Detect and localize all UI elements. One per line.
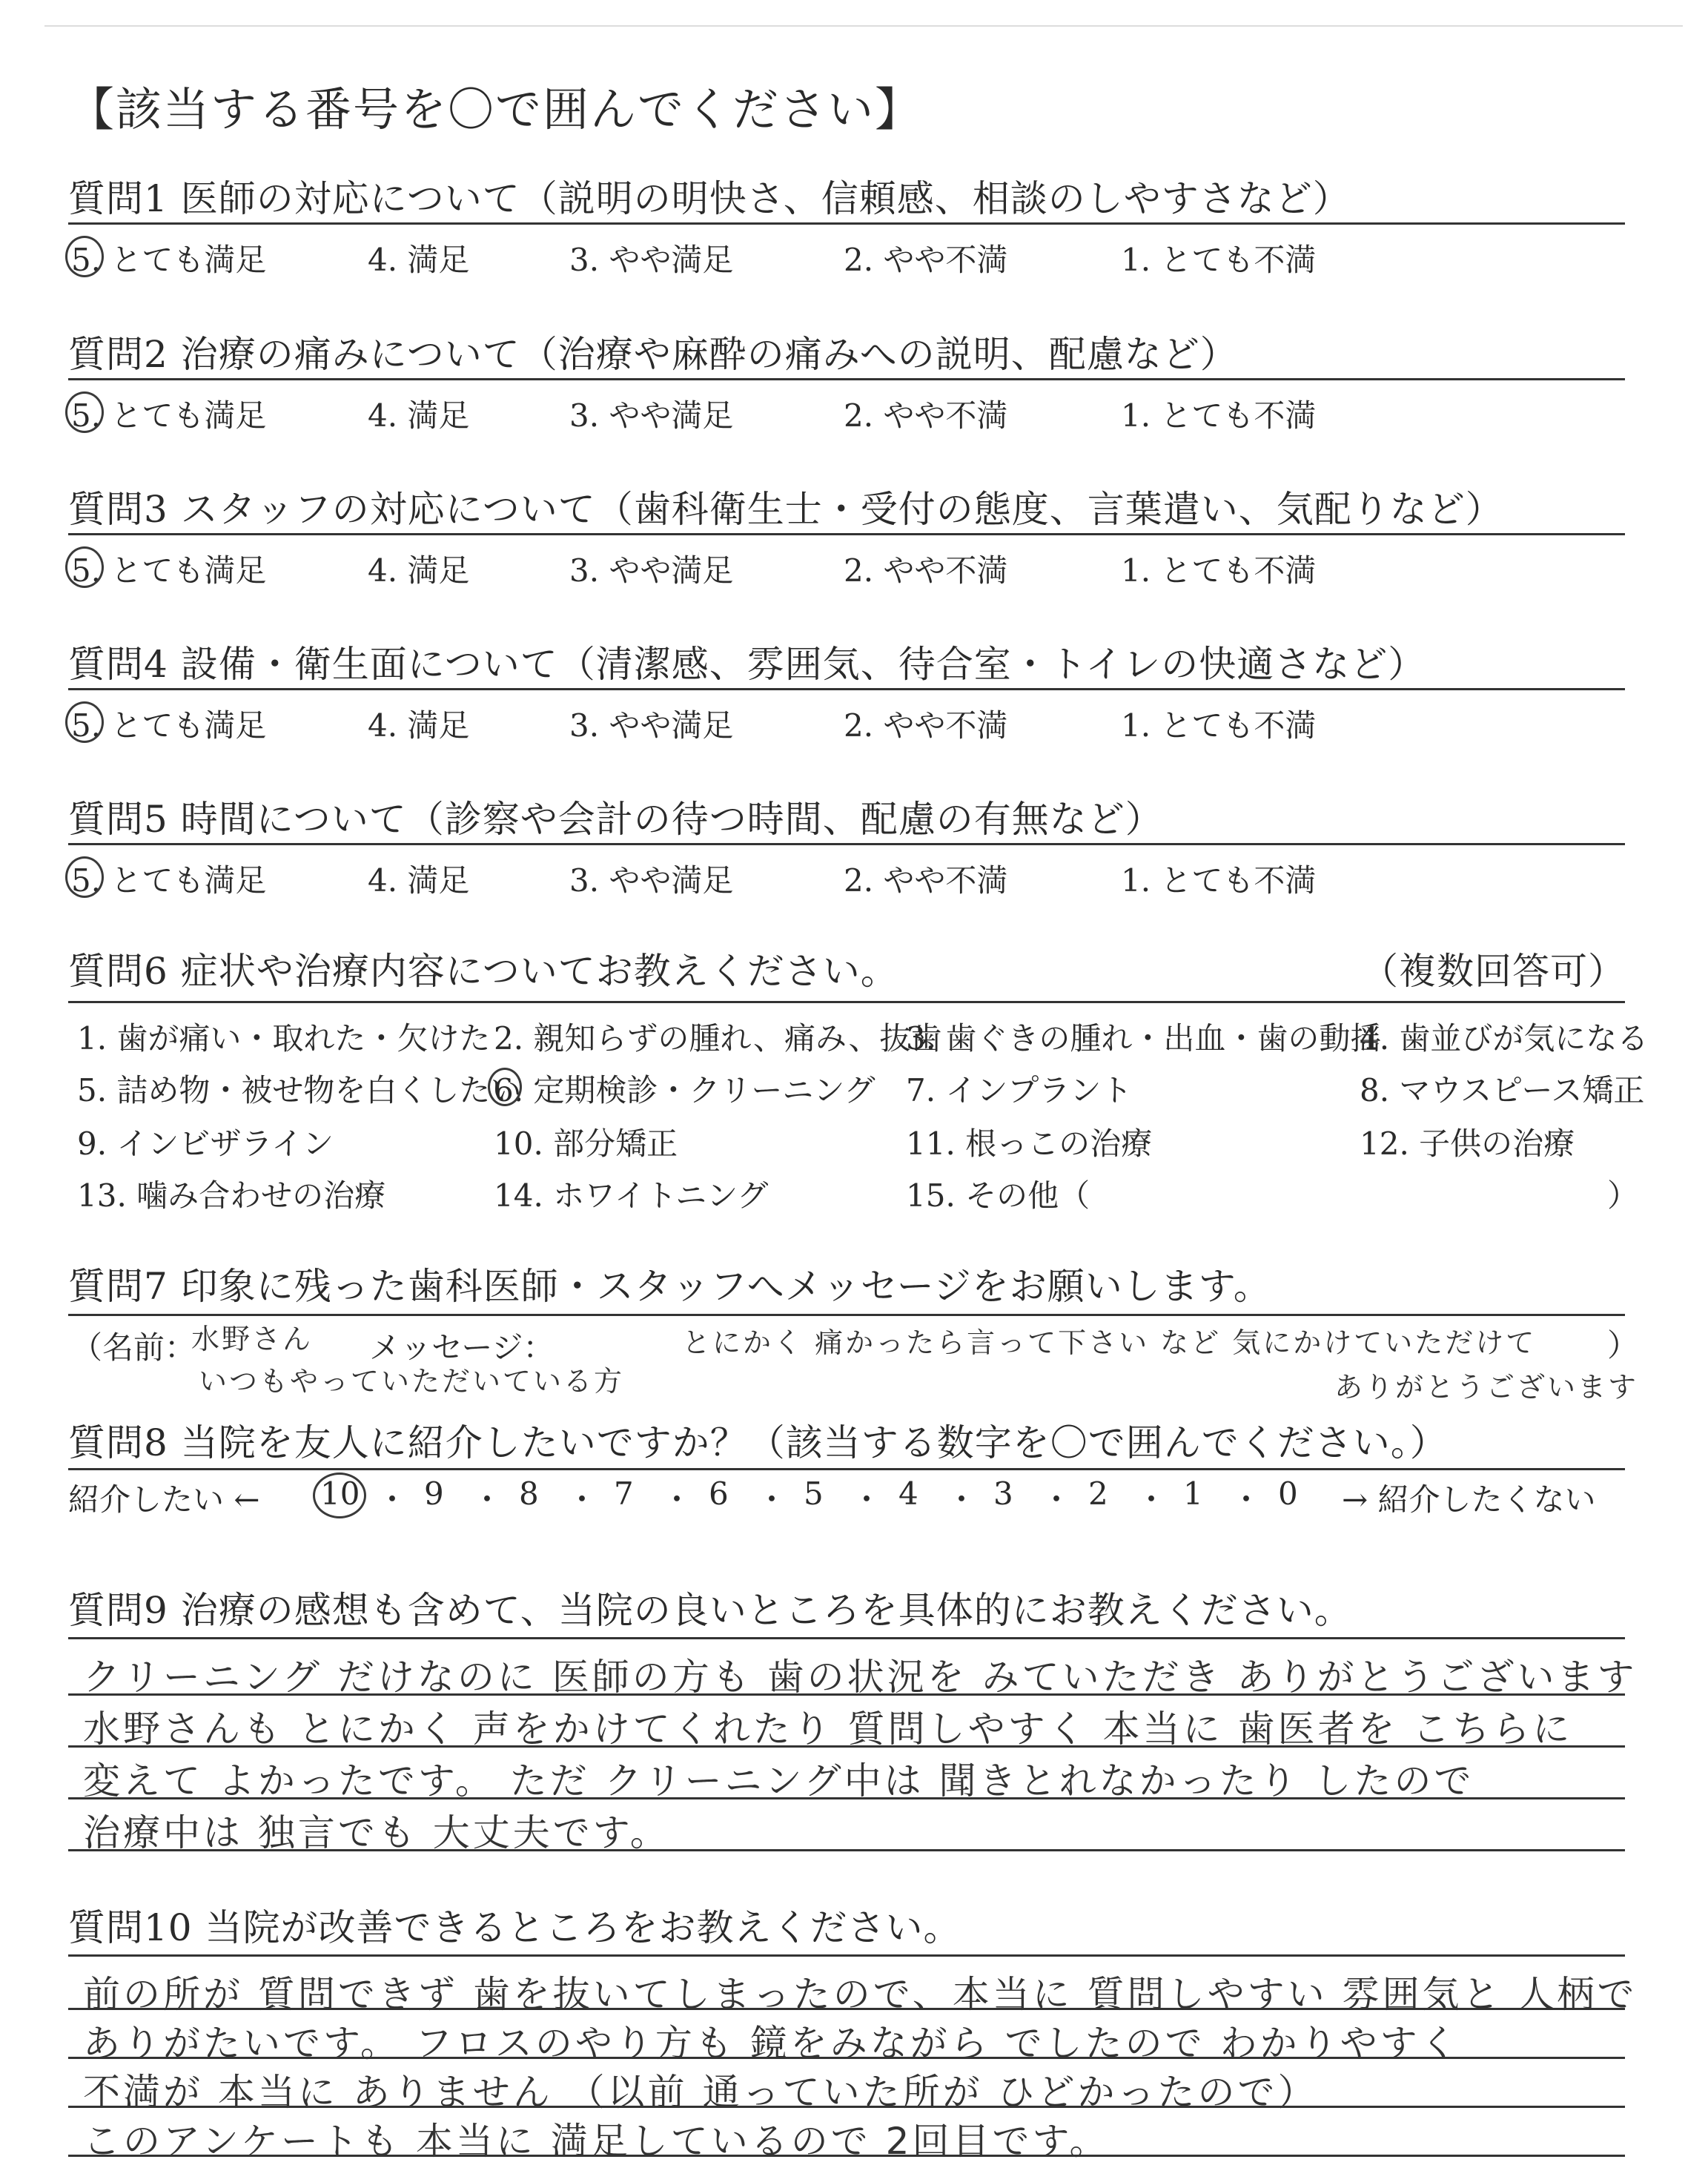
q3-option[interactable]: 3. やや満足 xyxy=(569,552,734,589)
q6-option[interactable]: 15. その他（ xyxy=(906,1177,1090,1214)
q2-option[interactable]: 4. 満足 xyxy=(368,397,470,434)
q4-rule xyxy=(68,688,1625,690)
q5-option[interactable]: 1. とても不満 xyxy=(1121,862,1317,899)
q6-multiple-note: （複数回答可） xyxy=(1361,950,1626,993)
q3-option[interactable]: 5. とても満足 xyxy=(71,552,267,589)
q2-option[interactable]: 2. やや不満 xyxy=(844,397,1008,434)
q1-selected-circle xyxy=(65,236,104,277)
q9-answer-line: 治療中は 独言でも 大丈夫です。 xyxy=(83,1811,670,1854)
q9-writing-rule xyxy=(68,1849,1625,1851)
q1-option[interactable]: 1. とても不満 xyxy=(1121,242,1317,278)
q6-option[interactable]: 6. 定期検診・クリーニング xyxy=(494,1072,875,1108)
q9-writing-rule xyxy=(68,1693,1625,1696)
q8-separator: ・ xyxy=(471,1481,503,1518)
q8-scale-value[interactable]: 6 xyxy=(709,1475,729,1512)
q8-scale-value[interactable]: 8 xyxy=(519,1475,539,1512)
q10-answer-line: このアンケートも 本当に 満足しているので 2回目です。 xyxy=(83,2120,1110,2163)
scan-top-edge xyxy=(44,25,1683,27)
q6-option[interactable]: 7. インプラント xyxy=(906,1072,1133,1108)
q6-option[interactable]: 8. マウスピース矯正 xyxy=(1360,1072,1645,1108)
q6-option[interactable]: 13. 噛み合わせの治療 xyxy=(77,1177,386,1214)
q3-selected-circle xyxy=(65,546,104,588)
q10-writing-rule xyxy=(68,2008,1625,2010)
q4-option[interactable]: 3. やや満足 xyxy=(569,707,734,744)
q2-option[interactable]: 3. やや満足 xyxy=(569,397,734,434)
q9-answer-line: クリーニング だけなのに 医師の方も 歯の状況を みていただき ありがとうございます xyxy=(83,1656,1638,1699)
q8-scale-value[interactable]: 2 xyxy=(1088,1475,1108,1512)
q8-separator: ・ xyxy=(851,1481,883,1518)
q9-answer-line: 水野さんも とにかく 声をかけてくれたり 質問しやすく 本当に 歯医者を こちらに xyxy=(83,1708,1573,1751)
q6-heading: 質問6 症状や治療内容についてお教えください。 xyxy=(68,950,898,993)
q7-name-label: （名前： xyxy=(71,1329,196,1366)
q2-selected-circle xyxy=(65,391,104,433)
q4-option[interactable]: 2. やや不満 xyxy=(844,707,1008,744)
q6-option[interactable]: 12. 子供の治療 xyxy=(1360,1126,1575,1162)
q7-close-paren: ） xyxy=(1607,1327,1639,1364)
q8-separator: ・ xyxy=(946,1481,978,1518)
q8-separator: ・ xyxy=(1136,1481,1168,1518)
q8-left-label: 紹介したい ← xyxy=(68,1481,260,1518)
q6-selected-circle xyxy=(488,1068,522,1106)
q6-option[interactable]: 3. 歯ぐきの腫れ・出血・歯の動揺 xyxy=(906,1020,1382,1057)
q6-option[interactable]: 11. 根っこの治療 xyxy=(906,1126,1153,1162)
q3-rule xyxy=(68,533,1625,535)
q2-rule xyxy=(68,378,1625,380)
q3-option[interactable]: 1. とても不満 xyxy=(1121,552,1317,589)
q8-scale-value[interactable]: 10 xyxy=(320,1475,360,1512)
q4-option[interactable]: 5. とても満足 xyxy=(71,707,267,744)
q8-separator: ・ xyxy=(377,1481,408,1518)
q5-option[interactable]: 4. 満足 xyxy=(368,862,470,899)
q1-rule xyxy=(68,222,1625,225)
q4-option[interactable]: 4. 満足 xyxy=(368,707,470,744)
q6-option[interactable]: 9. インビザライン xyxy=(77,1126,334,1162)
page-title: 【該当する番号を〇で囲んでください】 xyxy=(68,82,923,136)
q6-option[interactable]: 14. ホワイトニング xyxy=(494,1177,769,1214)
q9-writing-rule xyxy=(68,1745,1625,1748)
q10-answer-line: ありがたいです。 フロスのやり方も 鏡をみながら でしたので わかりやすく xyxy=(83,2022,1460,2065)
q6-option[interactable]: 10. 部分矯正 xyxy=(494,1126,678,1162)
q9-heading: 質問9 治療の感想も含めて、当院の良いところを具体的にお教えください。 xyxy=(68,1589,1352,1632)
q8-right-label: → 紹介したくない xyxy=(1342,1481,1596,1518)
q3-option[interactable]: 4. 満足 xyxy=(368,552,470,589)
q7-message-label: メッセージ： xyxy=(369,1329,555,1366)
q8-heading: 質問8 当院を友人に紹介したいですか？（該当する数字を〇で囲んでください。） xyxy=(68,1421,1448,1464)
q9-writing-rule xyxy=(68,1797,1625,1799)
q8-scale-value[interactable]: 3 xyxy=(993,1475,1013,1512)
q8-separator: ・ xyxy=(661,1481,693,1518)
q7-message-line-1: とにかく 痛かったら言って下さい など 気にかけていただけて xyxy=(682,1326,1537,1359)
q8-separator: ・ xyxy=(756,1481,788,1518)
q10-answer-line: 不満が 本当に ありません （以前 通っていた所が ひどかったので） xyxy=(83,2071,1318,2114)
q3-option[interactable]: 2. やや不満 xyxy=(844,552,1008,589)
q1-option[interactable]: 4. 満足 xyxy=(368,242,470,278)
q7-name-note: いつもやっていただいている方 xyxy=(199,1365,625,1398)
q4-option[interactable]: 1. とても不満 xyxy=(1121,707,1317,744)
q6-option[interactable]: 5. 詰め物・被せ物を白くしたい xyxy=(77,1072,522,1108)
q6-option[interactable]: ） xyxy=(1607,1177,1639,1214)
q7-heading: 質問7 印象に残った歯科医師・スタッフへメッセージをお願いします。 xyxy=(68,1265,1271,1308)
q8-scale-value[interactable]: 0 xyxy=(1278,1475,1298,1512)
q2-option[interactable]: 1. とても不満 xyxy=(1121,397,1317,434)
q10-writing-rule xyxy=(68,2057,1625,2059)
q5-option[interactable]: 3. やや満足 xyxy=(569,862,734,899)
q4-heading: 質問4 設備・衛生面について（清潔感、雰囲気、待合室・トイレの快適さなど） xyxy=(68,643,1426,686)
q8-scale-value[interactable]: 1 xyxy=(1183,1475,1203,1512)
q1-option[interactable]: 2. やや不満 xyxy=(844,242,1008,278)
q8-selected-circle xyxy=(313,1472,366,1518)
q1-option[interactable]: 5. とても満足 xyxy=(71,242,267,278)
q9-rule xyxy=(68,1637,1625,1639)
q2-option[interactable]: 5. とても満足 xyxy=(71,397,267,434)
q5-heading: 質問5 時間について（診察や会計の待つ時間、配慮の有無など） xyxy=(68,798,1163,841)
q2-heading: 質問2 治療の痛みについて（治療や麻酔の痛みへの説明、配慮など） xyxy=(68,333,1238,376)
q8-scale-value[interactable]: 7 xyxy=(614,1475,634,1512)
q4-selected-circle xyxy=(65,701,104,743)
q5-rule xyxy=(68,843,1625,845)
q6-option[interactable]: 4. 歯並びが気になる xyxy=(1360,1020,1649,1057)
q7-name-value: 水野さん xyxy=(191,1323,314,1355)
q7-message-line-2: ありがとうございます xyxy=(1334,1371,1639,1404)
q10-writing-rule xyxy=(68,2155,1625,2157)
q10-rule xyxy=(68,1954,1625,1957)
q8-scale-value[interactable]: 5 xyxy=(804,1475,824,1512)
q8-separator: ・ xyxy=(566,1481,598,1518)
q10-writing-rule xyxy=(68,2106,1625,2108)
q8-scale-value[interactable]: 4 xyxy=(898,1475,918,1512)
q9-answer-line: 変えて よかったです。 ただ クリーニング中は 聞きとれなかったり したので xyxy=(83,1759,1474,1802)
q10-heading: 質問10 当院が改善できるところをお教えください。 xyxy=(68,1906,961,1949)
q8-rule xyxy=(68,1468,1625,1470)
q6-option[interactable]: 1. 歯が痛い・取れた・欠けた xyxy=(77,1020,491,1057)
q8-separator: ・ xyxy=(1231,1481,1262,1518)
q3-heading: 質問3 スタッフの対応について（歯科衛生士・受付の態度、言葉遣い、気配りなど） xyxy=(68,488,1503,531)
q5-option[interactable]: 2. やや不満 xyxy=(844,862,1008,899)
q8-separator: ・ xyxy=(1041,1481,1073,1518)
q5-option[interactable]: 5. とても満足 xyxy=(71,862,267,899)
q6-option[interactable]: 2. 親知らずの腫れ、痛み、抜歯 xyxy=(494,1020,942,1057)
q1-heading: 質問1 医師の対応について（説明の明快さ、信頼感、相談のしやすさなど） xyxy=(68,177,1351,220)
q5-selected-circle xyxy=(65,856,104,898)
q6-rule xyxy=(68,1001,1625,1003)
q10-answer-line: 前の所が 質問できず 歯を抜いてしまったので、本当に 質問しやすい 雰囲気と 人柄で xyxy=(83,1973,1638,2016)
q8-scale-value[interactable]: 9 xyxy=(424,1475,444,1512)
q1-option[interactable]: 3. やや満足 xyxy=(569,242,734,278)
